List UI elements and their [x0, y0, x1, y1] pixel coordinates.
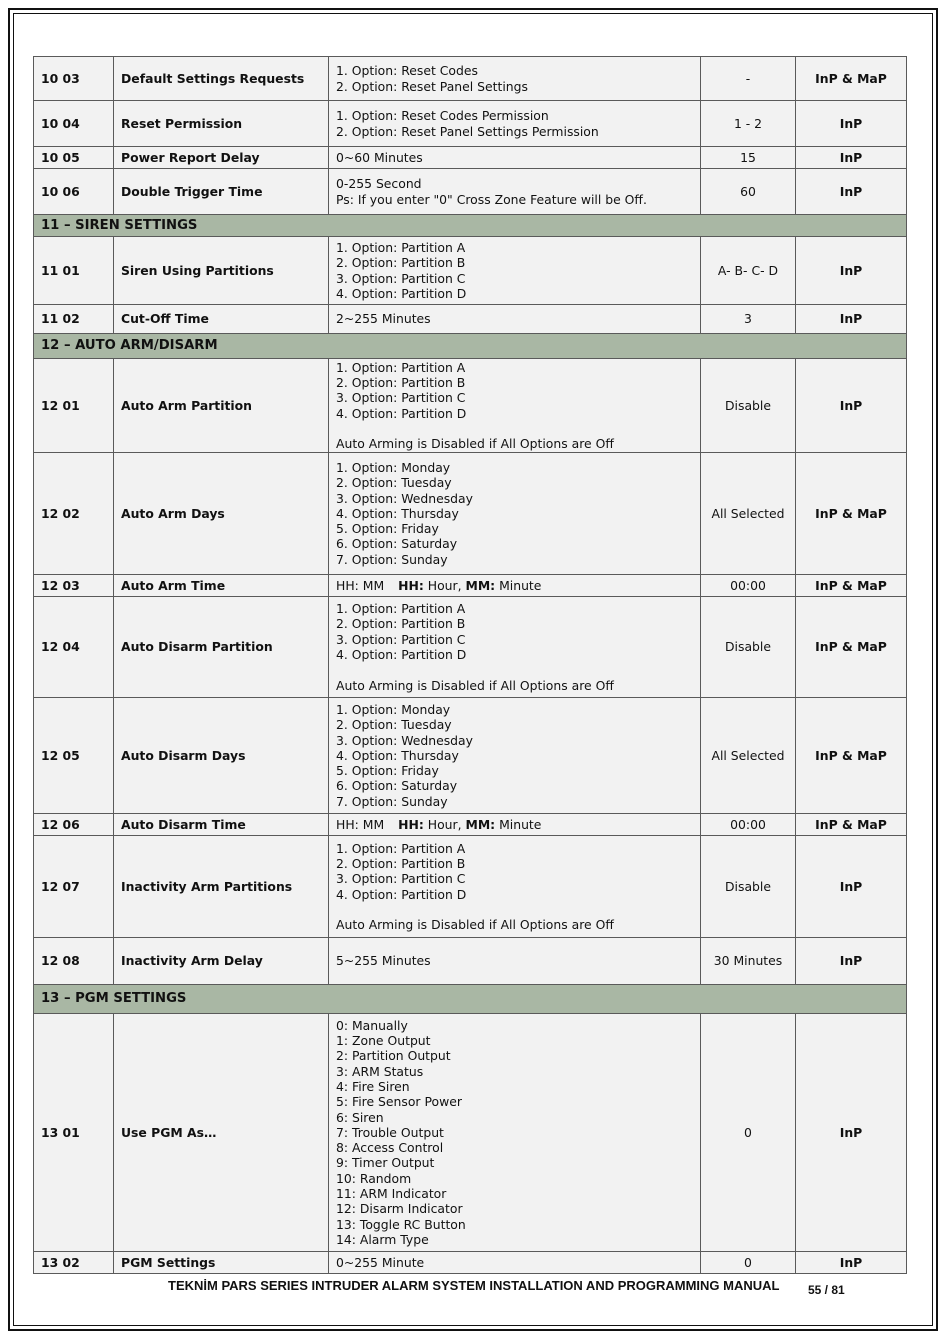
table-row [34, 359, 907, 453]
access-scope: InP [796, 938, 907, 985]
page-number: 55 / 81 [808, 1283, 845, 1297]
description-spacer [336, 421, 693, 436]
access-scope: InP & MaP [796, 57, 907, 101]
setting-code: 12 08 [34, 938, 114, 985]
setting-code: 13 02 [34, 1252, 114, 1274]
hh-text: Hour, [423, 816, 466, 832]
section-title: 11 – SIREN SETTINGS [34, 215, 907, 237]
table-row [34, 836, 907, 938]
description-line: 7: Trouble Output [336, 1124, 444, 1140]
table-row [34, 169, 907, 215]
setting-name: Auto Disarm Partition [114, 597, 329, 698]
setting-code: 13 01 [34, 1014, 114, 1252]
description-line: 0-255 Second [336, 176, 422, 192]
description-line: 6. Option: Saturday [336, 778, 458, 794]
default-value: Disable [701, 597, 796, 698]
access-scope: InP [796, 237, 907, 305]
description-line: Ps: If you enter "0" Cross Zone Feature will be Off. [336, 191, 647, 207]
setting-code: 10 04 [34, 101, 114, 147]
setting-code: 10 03 [34, 57, 114, 101]
settings-table-body [34, 57, 907, 1274]
description-line: 10: Random [336, 1170, 412, 1186]
description-line: 3: ARM Status [336, 1063, 424, 1079]
setting-description [329, 359, 701, 453]
setting-name: PGM Settings [114, 1252, 329, 1274]
default-value: 0 [701, 1014, 796, 1252]
description-line: 3. Option: Partition C [336, 390, 466, 406]
setting-code: 12 07 [34, 836, 114, 938]
setting-description [329, 1252, 701, 1274]
description-line: Auto Arming is Disabled if All Options are Off [336, 917, 614, 933]
description-line: 1. Option: Reset Codes Permission [336, 108, 549, 124]
default-value: Disable [701, 359, 796, 453]
description-line: 4. Option: Partition D [336, 886, 467, 902]
table-row [34, 597, 907, 698]
description-line: 2. Option: Partition B [336, 616, 466, 632]
setting-code: 10 06 [34, 169, 114, 215]
description-line: 4. Option: Thursday [336, 505, 459, 521]
access-scope: InP [796, 101, 907, 147]
setting-name: Double Trigger Time [114, 169, 329, 215]
description-line: 5. Option: Friday [336, 521, 439, 537]
setting-description [329, 147, 701, 169]
description-line: 4. Option: Partition D [336, 285, 467, 301]
access-scope: InP [796, 1014, 907, 1252]
default-value: 60 [701, 169, 796, 215]
description-line [336, 578, 693, 593]
default-value: 00:00 [701, 814, 796, 836]
description-spacer [336, 902, 693, 917]
setting-name: Use PGM As… [114, 1014, 329, 1252]
table-row [34, 237, 907, 305]
table-row [34, 1252, 907, 1274]
description-line: 3. Option: Wednesday [336, 490, 473, 506]
mm-text: Minute [495, 577, 542, 593]
setting-description [329, 698, 701, 814]
access-scope: InP [796, 169, 907, 215]
description-line: 2. Option: Tuesday [336, 475, 452, 491]
settings-table [33, 56, 907, 1274]
table-row [34, 1014, 907, 1252]
default-value: 3 [701, 305, 796, 334]
table-row [34, 938, 907, 985]
description-line: 7. Option: Sunday [336, 793, 448, 809]
description-line: 4. Option: Thursday [336, 747, 459, 763]
hh-label: HH: [398, 816, 424, 832]
setting-code: 11 01 [34, 237, 114, 305]
description-line: Auto Arming is Disabled if All Options are Off [336, 436, 614, 452]
description-line: 1. Option: Monday [336, 459, 451, 475]
default-value: 15 [701, 147, 796, 169]
table-row [34, 814, 907, 836]
setting-code: 12 03 [34, 575, 114, 597]
description-line: 1. Option: Partition A [336, 239, 466, 255]
setting-name: Auto Arm Partition [114, 359, 329, 453]
description-line: 9: Timer Output [336, 1155, 435, 1171]
default-value: All Selected [701, 453, 796, 575]
description-line: 5. Option: Friday [336, 763, 439, 779]
setting-code: 12 06 [34, 814, 114, 836]
description-line: 4. Option: Partition D [336, 647, 467, 662]
description-line: 1. Option: Monday [336, 701, 451, 717]
mm-label: MM: [465, 816, 496, 832]
description-line: 3. Option: Wednesday [336, 732, 473, 748]
time-format: HH: MM [336, 816, 385, 832]
default-value: - [701, 57, 796, 101]
setting-name: Reset Permission [114, 101, 329, 147]
setting-code: 12 01 [34, 359, 114, 453]
description-line: 2. Option: Tuesday [336, 717, 452, 733]
default-value: A- B- C- D [701, 237, 796, 305]
setting-description [329, 597, 701, 698]
description-line: 11: ARM Indicator [336, 1186, 447, 1202]
access-scope: InP [796, 1252, 907, 1274]
setting-description [329, 938, 701, 985]
access-scope: InP [796, 359, 907, 453]
setting-name: Auto Disarm Time [114, 814, 329, 836]
access-scope: InP & MaP [796, 453, 907, 575]
table-row [34, 575, 907, 597]
description-line: 2. Option: Reset Panel Settings Permission [336, 123, 599, 139]
description-line: 4. Option: Partition D [336, 405, 467, 421]
footer-title: TEKNİM PARS SERIES INTRUDER ALARM SYSTEM INSTALLATION AND PROGRAMMING MANUAL [168, 1278, 780, 1293]
section-header-row [34, 985, 907, 1014]
description-line: 1. Option: Reset Codes [336, 63, 478, 79]
description-line: 0~255 Minute [336, 1254, 425, 1270]
description-line: 1. Option: Partition A [336, 601, 466, 617]
table-row [34, 698, 907, 814]
setting-name: Auto Arm Days [114, 453, 329, 575]
setting-description [329, 169, 701, 215]
access-scope: InP [796, 305, 907, 334]
description-line: 2. Option: Partition B [336, 855, 466, 871]
description-line: 2. Option: Reset Panel Settings [336, 78, 528, 94]
default-value: 0 [701, 1252, 796, 1274]
mm-text: Minute [495, 816, 542, 832]
setting-name: Siren Using Partitions [114, 237, 329, 305]
page-footer [0, 1278, 950, 1298]
setting-name: Power Report Delay [114, 147, 329, 169]
hh-label: HH: [398, 577, 424, 593]
description-line: 3. Option: Partition C [336, 270, 466, 286]
description-line: 1. Option: Partition A [336, 359, 466, 375]
setting-description [329, 57, 701, 101]
access-scope: InP & MaP [796, 814, 907, 836]
default-value: All Selected [701, 698, 796, 814]
description-line: 0~60 Minutes [336, 149, 423, 165]
setting-description [329, 237, 701, 305]
hh-text: Hour, [423, 577, 466, 593]
access-scope: InP & MaP [796, 597, 907, 698]
mm-label: MM: [465, 577, 496, 593]
setting-description [329, 305, 701, 334]
setting-description [329, 814, 701, 836]
table-row [34, 305, 907, 334]
description-line: 5: Fire Sensor Power [336, 1094, 462, 1110]
description-line: 8: Access Control [336, 1140, 444, 1156]
table-row [34, 147, 907, 169]
section-header-row [34, 334, 907, 359]
section-header-row [34, 215, 907, 237]
description-line: 14: Alarm Type [336, 1231, 429, 1247]
setting-name: Inactivity Arm Partitions [114, 836, 329, 938]
default-value: Disable [701, 836, 796, 938]
access-scope: InP & MaP [796, 575, 907, 597]
description-line: 12: Disarm Indicator [336, 1201, 463, 1217]
setting-code: 11 02 [34, 305, 114, 334]
table-row [34, 453, 907, 575]
setting-description [329, 575, 701, 597]
setting-description [329, 101, 701, 147]
description-spacer [336, 662, 693, 677]
description-line: 1: Zone Output [336, 1033, 431, 1049]
setting-code: 12 02 [34, 453, 114, 575]
setting-name: Default Settings Requests [114, 57, 329, 101]
setting-name: Auto Arm Time [114, 575, 329, 597]
description-line: 6. Option: Saturday [336, 536, 458, 552]
time-format: HH: MM [336, 577, 385, 593]
access-scope: InP [796, 147, 907, 169]
description-line: 1. Option: Partition A [336, 840, 466, 856]
description-line: 3. Option: Partition C [336, 631, 466, 647]
description-line [336, 817, 693, 832]
default-value: 30 Minutes [701, 938, 796, 985]
access-scope: InP [796, 836, 907, 938]
description-line: 0: Manually [336, 1017, 408, 1033]
setting-name: Inactivity Arm Delay [114, 938, 329, 985]
default-value: 00:00 [701, 575, 796, 597]
description-line: 6: Siren [336, 1109, 384, 1125]
setting-description [329, 453, 701, 575]
setting-name: Auto Disarm Days [114, 698, 329, 814]
setting-description [329, 1014, 701, 1252]
setting-code: 12 04 [34, 597, 114, 698]
default-value: 1 - 2 [701, 101, 796, 147]
description-line: 2~255 Minutes [336, 311, 431, 327]
description-line: 3. Option: Partition C [336, 871, 466, 887]
description-line: 7. Option: Sunday [336, 551, 448, 567]
table-row [34, 57, 907, 101]
description-line: 2. Option: Partition B [336, 374, 466, 390]
description-line: Auto Arming is Disabled if All Options are Off [336, 677, 614, 693]
setting-name: Cut-Off Time [114, 305, 329, 334]
table-row [34, 101, 907, 147]
description-line: 2. Option: Partition B [336, 255, 466, 271]
setting-code: 10 05 [34, 147, 114, 169]
description-line: 2: Partition Output [336, 1048, 451, 1064]
setting-description [329, 836, 701, 938]
section-title: 12 – AUTO ARM/DISARM [34, 334, 907, 359]
section-title: 13 – PGM SETTINGS [34, 985, 907, 1014]
description-line: 4: Fire Siren [336, 1078, 410, 1094]
setting-code: 12 05 [34, 698, 114, 814]
access-scope: InP & MaP [796, 698, 907, 814]
description-line: 5~255 Minutes [336, 953, 431, 969]
description-line: 13: Toggle RC Button [336, 1216, 466, 1232]
